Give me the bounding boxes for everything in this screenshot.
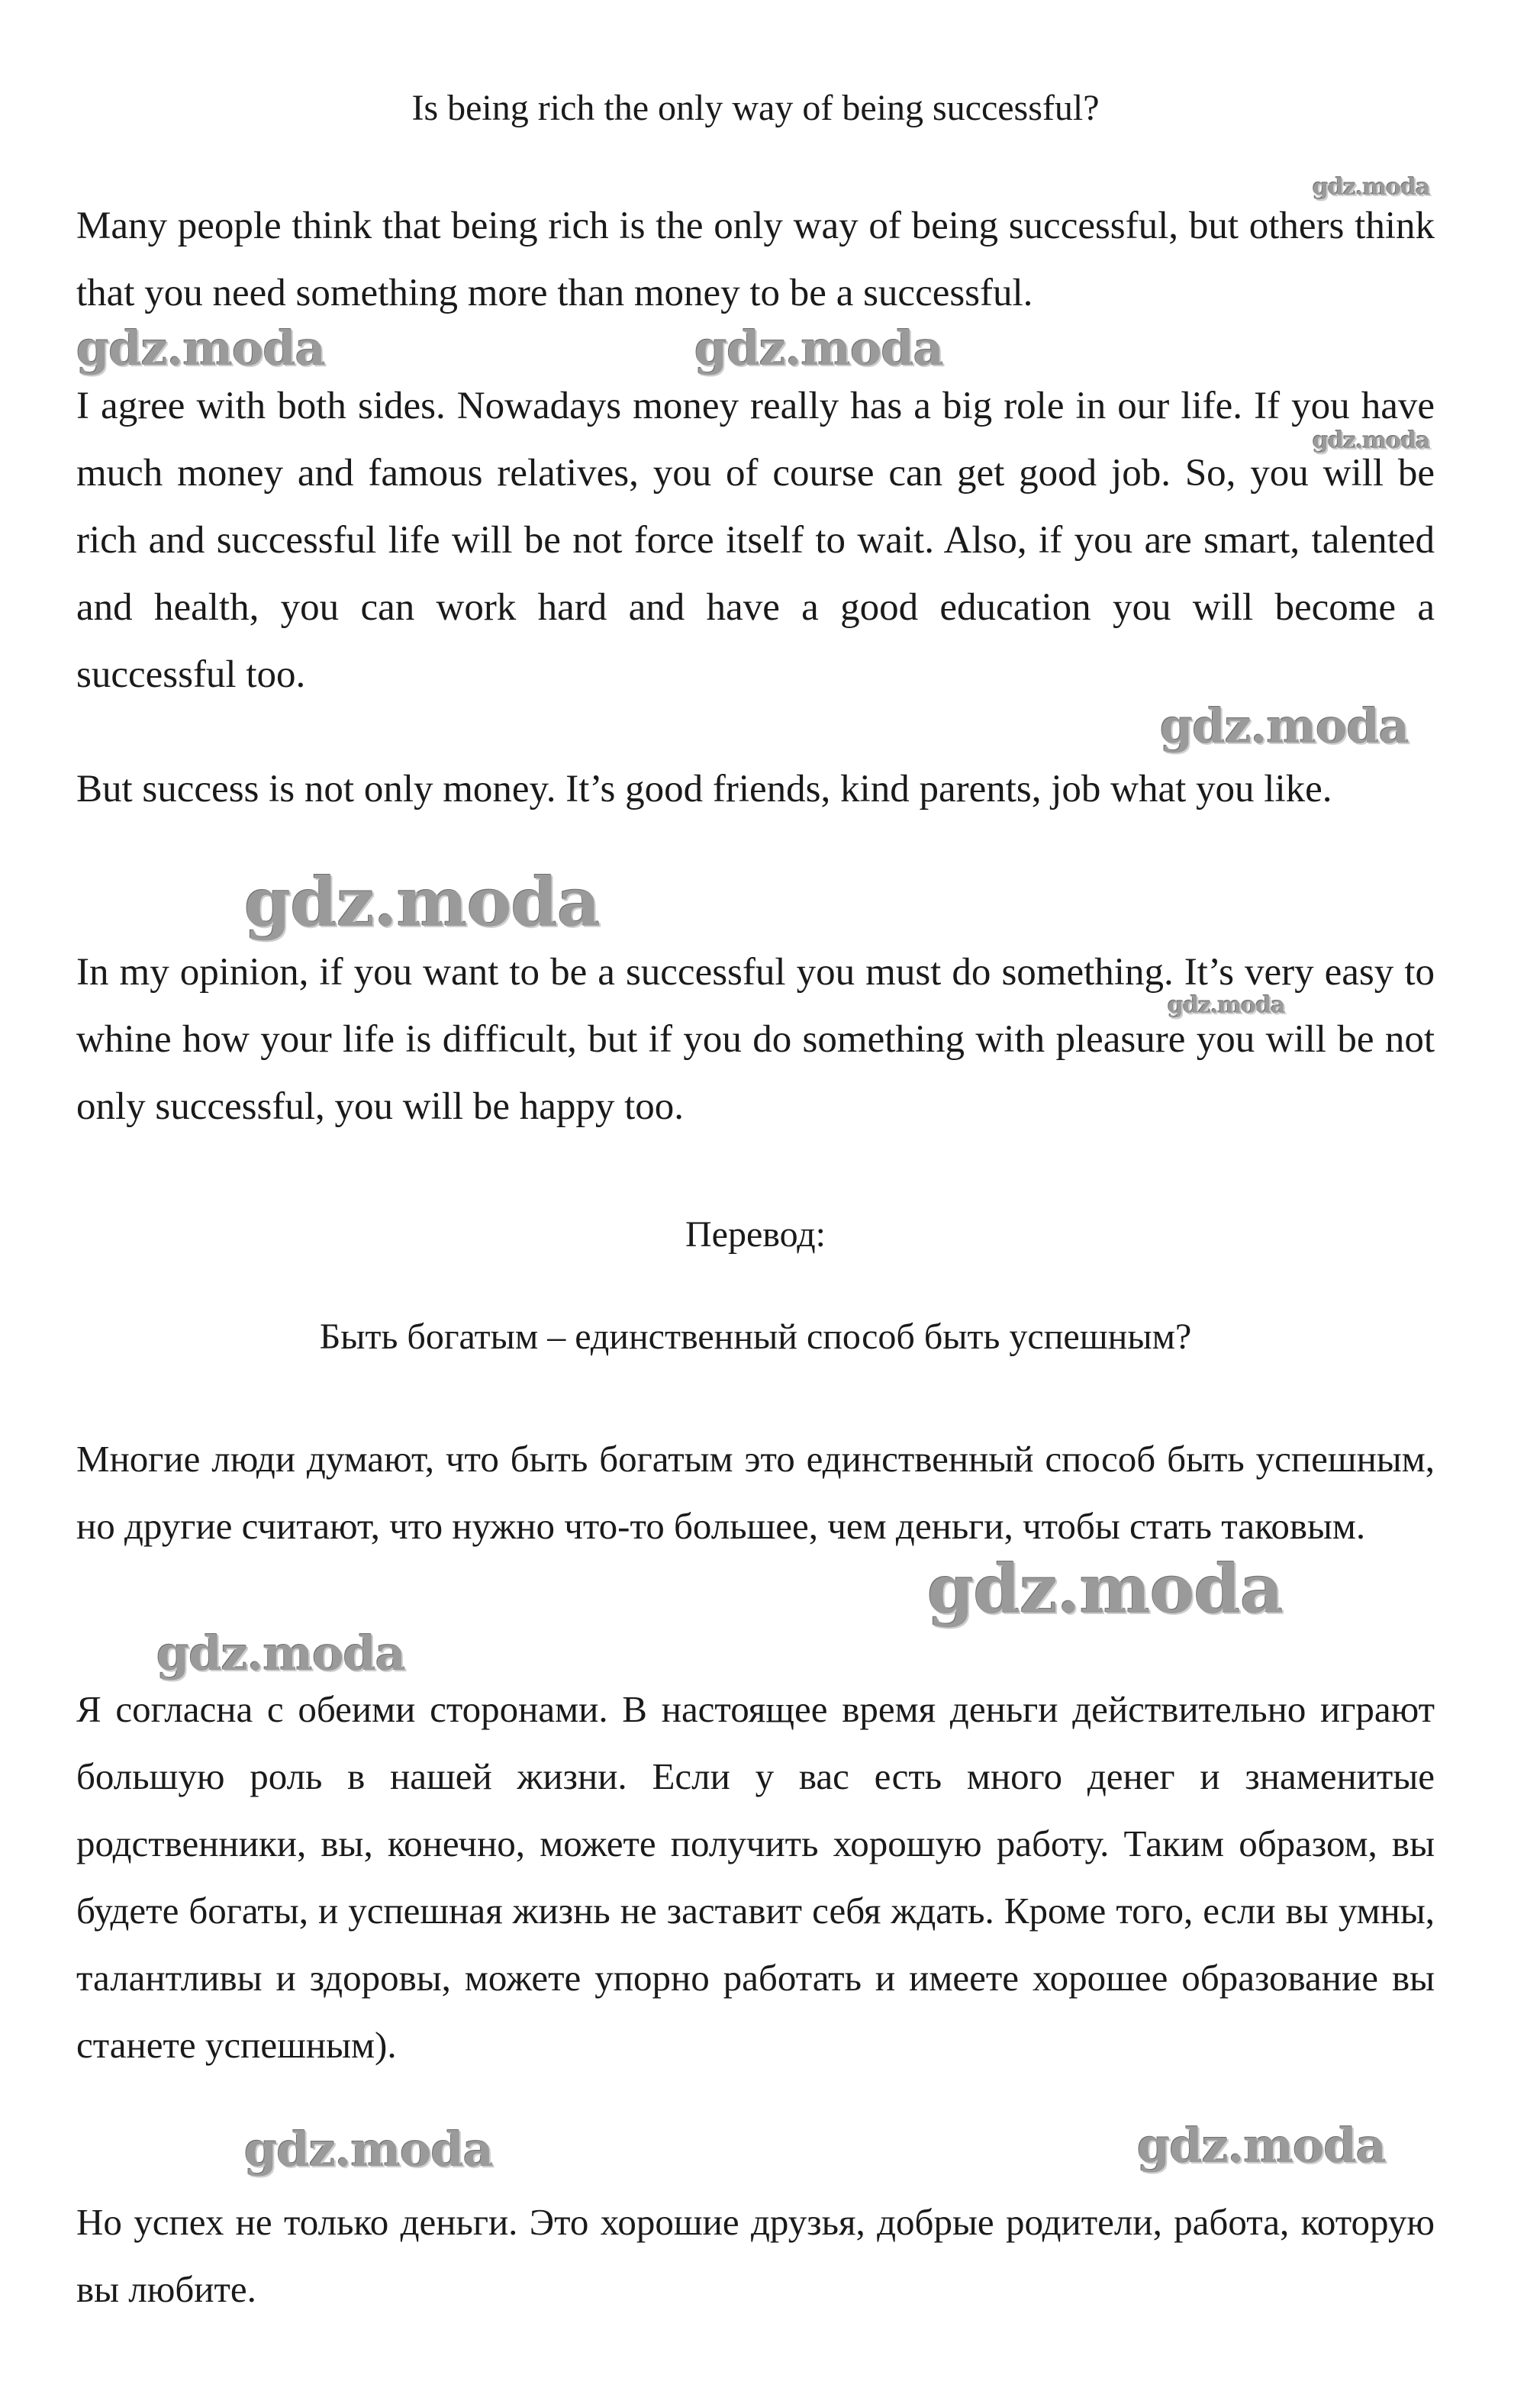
paragraph-russian-1: Многие люди думают, что быть богатым это единственный способ быть успешным, но другие считают, что нужно что-то большее, чем деньги, чтобы стать таковым.: [76, 1438, 1435, 1547]
watermark: gdz.moda: [1313, 174, 1430, 201]
paragraph-english-2: I agree with both sides. Nowadays money really has a big role in our life. If you have much money and famous relatives, you of course can get good job. So, you will be rich and successful life will be not force itself to wait. Also, if you are smart, talented and health, you can work hard and have a good education you will become a successful too.: [76, 385, 1435, 696]
watermark: gdz.moda: [1137, 2118, 1386, 2174]
translation-heading: Перевод:: [685, 1214, 826, 1255]
watermark: gdz.moda: [1168, 992, 1285, 1019]
watermark: gdz.moda: [927, 1549, 1284, 1629]
paragraph-english-4: In my opinion, if you want to be a successful you must do something. It’s very easy to whine how your life is difficult, but if you do something with pleasure you will be not only successful, you will be happy too.: [76, 951, 1435, 1128]
essay-title-russian: Быть богатым – единственный способ быть успешным?: [319, 1316, 1192, 1357]
watermark: gdz.moda: [244, 2122, 493, 2177]
watermark: gdz.moda: [244, 862, 601, 942]
paragraph-russian-3: Но успех не только деньги. Это хорошие друзья, добрые родители, работа, которую вы любите.: [76, 2201, 1435, 2310]
watermark: gdz.moda: [76, 321, 325, 376]
watermark: gdz.moda: [156, 1626, 405, 1681]
essay-title-english: Is being rich the only way of being successful?: [411, 88, 1100, 128]
paragraph-russian-2: Я согласна с обеими сторонами. В настоящее время деньги действительно играют большую роль в нашей жизни. Если у вас есть много денег и знаменитые родственники, вы, конечно, можете получить хорошую работу. Таким образом, вы будете богаты, и успешная жизнь не заставит себя ждать. Кроме того, если вы умны, талантливы и здоровы, можете упорно работать и имеете хорошее образование вы станете успешным).: [76, 1688, 1435, 2066]
watermark: gdz.moda: [1160, 698, 1409, 754]
watermark: gdz.moda: [1313, 427, 1430, 454]
paragraph-english-1: Many people think that being rich is the only way of being successful, but others think that you need something more than money to be a successful.: [76, 205, 1435, 314]
paragraph-english-3: But success is not only money. It’s good friends, kind parents, job what you like.: [76, 768, 1332, 810]
watermark: gdz.moda: [694, 321, 943, 376]
